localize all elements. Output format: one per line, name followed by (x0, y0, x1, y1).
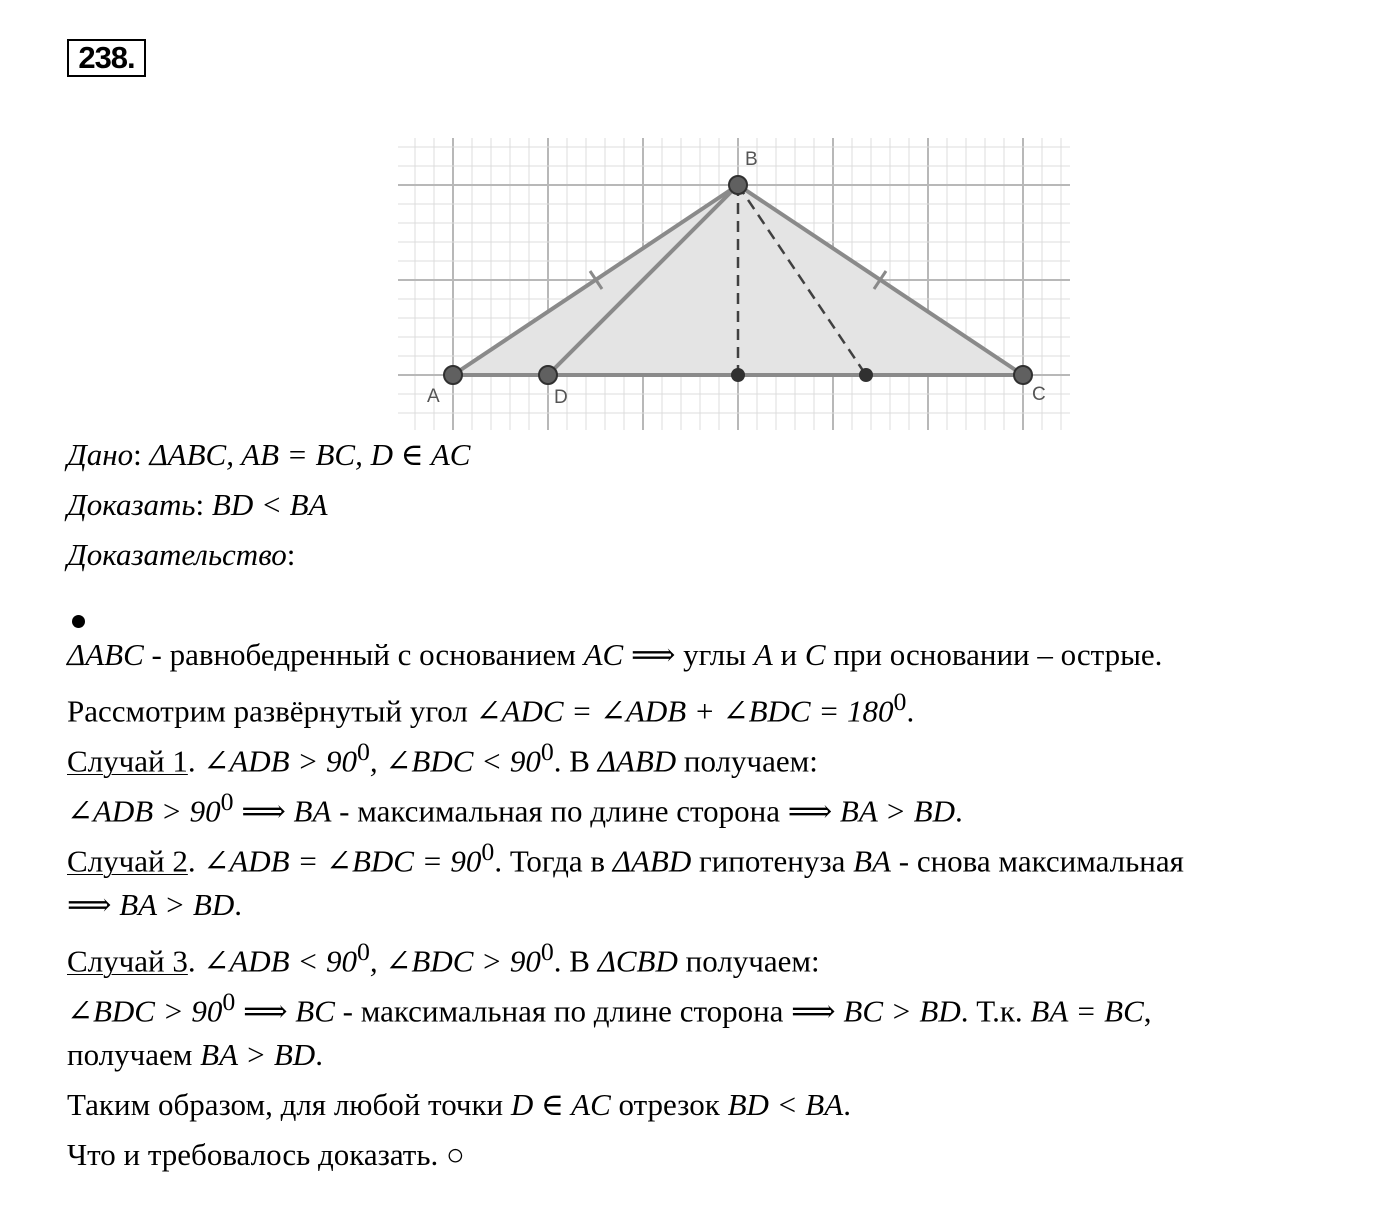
point-e (859, 368, 873, 382)
qed-symbol: ○ (446, 1137, 465, 1172)
case-3-label: Случай 3 (67, 943, 188, 979)
label-b: B (745, 149, 758, 170)
proof-line-9: получаем BA > BD. (67, 1037, 323, 1072)
case-1-label: Случай 1 (67, 743, 188, 779)
bullet-dot (72, 615, 85, 628)
prove-line: Доказать: BD < BA (67, 487, 328, 522)
point-c (1014, 366, 1032, 384)
label-a: A (427, 386, 440, 407)
proof-line-10: Таким образом, для любой точки D ∈ AC отрезок BD < BA. (67, 1087, 851, 1122)
label-d: D (554, 387, 568, 408)
proof-line: Доказательство: (67, 537, 296, 572)
point-b (729, 176, 747, 194)
prove-label: Доказать (67, 487, 196, 522)
point-foot (731, 368, 745, 382)
proof-line-6: ⟹ BA > BD. (67, 887, 242, 922)
proof-label: Доказательство (67, 537, 287, 572)
label-c: C (1032, 384, 1046, 405)
point-a (444, 366, 462, 384)
given-expr: ΔABC, AB = BC, D ∈ AC (149, 437, 471, 472)
proof-line-2: Рассмотрим развёрнутый угол ∠ADC = ∠ADB + ∠BDC = $180^0$. (67, 687, 915, 729)
point-d (539, 366, 557, 384)
prove-expr: BD < BA (211, 487, 328, 522)
given-line: Дано: ΔABC, AB = BC, D ∈ AC (67, 437, 471, 472)
problem-number: 238. (67, 39, 146, 77)
proof-line-8: ∠BDC > $90^0$ ⟹ BC - максимальная по длине сторона ⟹ BC > BD. Т.к. BA = BC, (67, 987, 1152, 1029)
proof-line-11: Что и требовалось доказать. ○ (67, 1137, 465, 1172)
proof-line-4: ∠ADB > $90^0$ ⟹ BA - максимальная по длине сторона ⟹ BA > BD. (67, 787, 963, 829)
given-label: Дано (67, 437, 134, 472)
proof-line-1: ΔABC - равнобедренный с основанием AC ⟹ углы A и C при основании – острые. (67, 637, 1163, 672)
bullet (72, 600, 85, 636)
proof-line-7: Случай 3. ∠ADB < $90^0$, ∠BDC > $90^0$. В ΔCBD получаем: (67, 937, 820, 979)
proof-line-3: Случай 1. ∠ADB > $90^0$, ∠BDC < $90^0$. В ΔABD получаем: (67, 737, 818, 779)
triangle-figure (398, 138, 1070, 430)
case-2-label: Случай 2 (67, 843, 188, 879)
proof-line-5: Случай 2. ∠ADB = ∠BDC = $90^0$. Тогда в ΔABD гипотенуза BA - снова максимальная (67, 837, 1184, 879)
